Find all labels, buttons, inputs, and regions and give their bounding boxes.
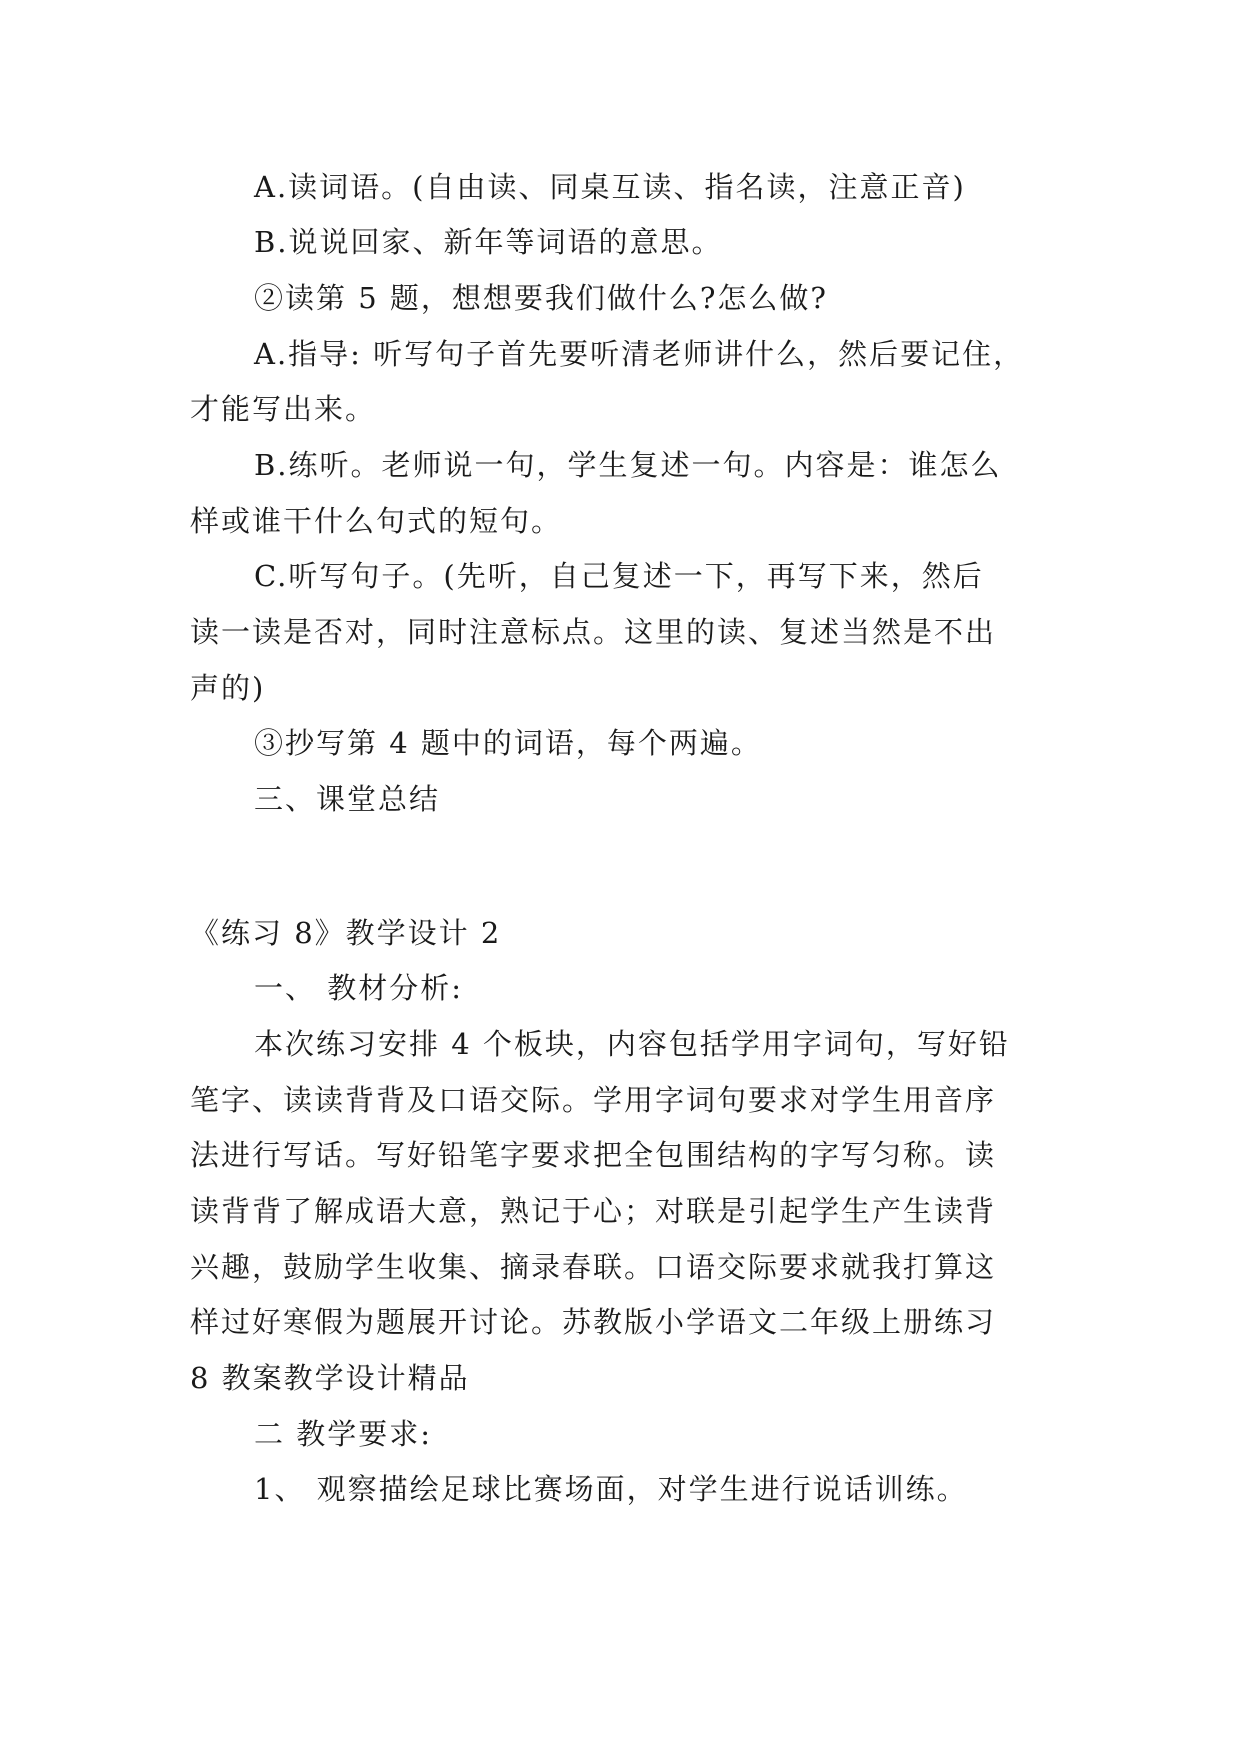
paragraph-line: 本次练习安排 4 个板块，内容包括学用字词句，写好铅 (254, 1027, 1010, 1061)
paragraph-line: 1、 观察描绘足球比赛场面，对学生进行说话训练。 (254, 1472, 968, 1506)
paragraph-line: A.读词语。(自由读、同桌互读、指名读，注意正音) (254, 170, 966, 204)
section-heading: 一、 教材分析: (254, 971, 463, 1005)
paragraph-line: ②读第 5 题，想想要我们做什么?怎么做? (254, 281, 828, 315)
paragraph-line: B.练听。老师说一句，学生复述一句。内容是：谁怎么 (254, 448, 1002, 482)
paragraph-line: 8 教案教学设计精品 (190, 1361, 470, 1395)
paragraph-line: 读一读是否对，同时注意标点。这里的读、复述当然是不出 (190, 615, 997, 649)
paragraph-line: C.听写句子。(先听，自己复述一下，再写下来，然后 (254, 559, 984, 593)
paragraph-line: 样过好寒假为题展开讨论。苏教版小学语文二年级上册练习 (190, 1305, 997, 1339)
section-heading: 二 教学要求: (254, 1417, 432, 1451)
paragraph-line: B.说说回家、新年等词语的意思。 (254, 225, 723, 259)
paragraph-line: 声的) (190, 671, 266, 705)
document-title: 《练习 8》教学设计 2 (190, 916, 502, 950)
paragraph-line: 才能写出来。 (190, 392, 377, 426)
paragraph-line: A.指导: 听写句子首先要听清老师讲什么，然后要记住， (254, 337, 1025, 371)
paragraph-line: 样或谁干什么句式的短句。 (190, 504, 563, 538)
paragraph-line: 法进行写话。写好铅笔字要求把全包围结构的字写匀称。读 (190, 1138, 997, 1172)
section-heading: 三、课堂总结 (254, 782, 441, 816)
paragraph-line: 笔字、读读背背及口语交际。学用字词句要求对学生用音序 (190, 1083, 997, 1117)
paragraph-line: ③抄写第 4 题中的词语，每个两遍。 (254, 726, 762, 760)
paragraph-line: 兴趣，鼓励学生收集、摘录春联。口语交际要求就我打算这 (190, 1250, 997, 1284)
paragraph-line: 读背背了解成语大意，熟记于心；对联是引起学生产生读背 (190, 1194, 997, 1228)
